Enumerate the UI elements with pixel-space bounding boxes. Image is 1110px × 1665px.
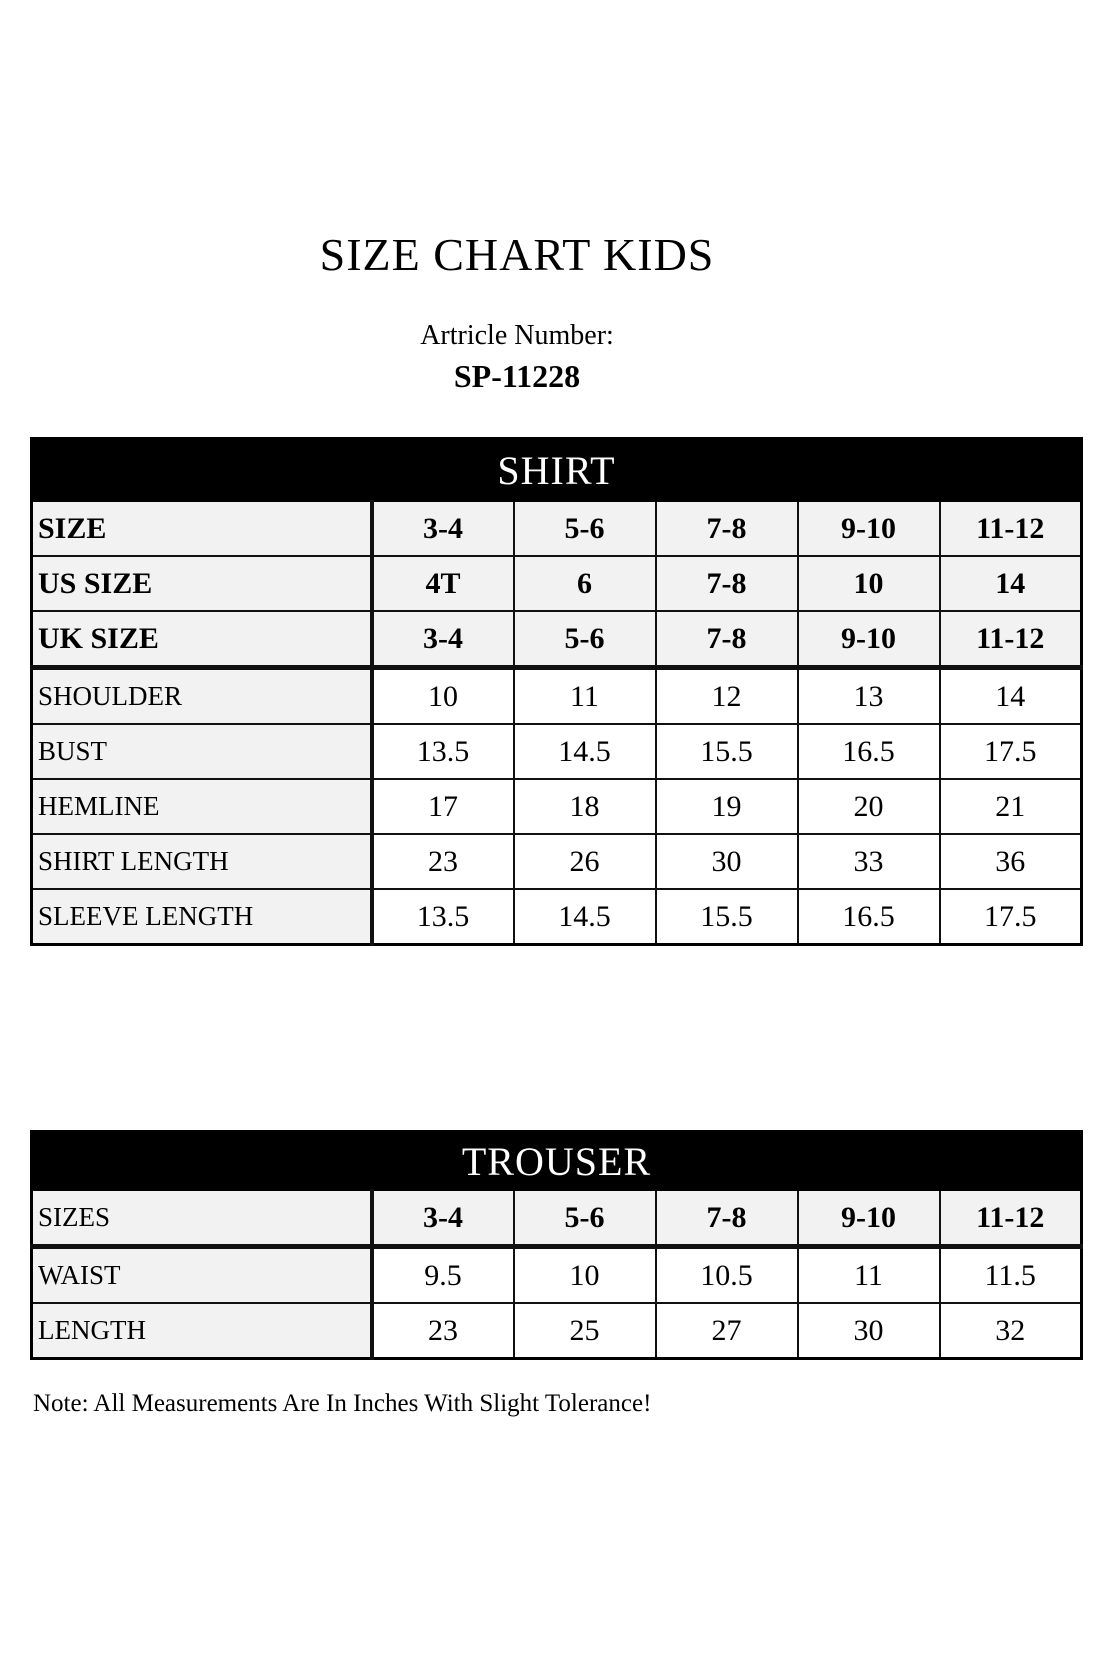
shirt-table-header-row xyxy=(32,439,1082,502)
measurement-cell: 17.5 xyxy=(940,889,1082,945)
size-cell: 7-8 xyxy=(656,1190,798,1247)
table-row-uk-size xyxy=(32,611,1082,668)
measurement-cell: 15.5 xyxy=(656,889,798,945)
size-cell: 7-8 xyxy=(656,611,798,668)
size-cell: 9-10 xyxy=(798,1190,940,1247)
table-row-us-size xyxy=(32,556,1082,611)
page-title: SIZE CHART KIDS xyxy=(319,229,715,280)
article-number-value: SP-11228 xyxy=(453,358,581,394)
size-cell: 3-4 xyxy=(372,501,514,556)
measurement-cell: 11.5 xyxy=(940,1247,1082,1304)
measurement-cell: 14.5 xyxy=(514,889,656,945)
shirt-table-title: SHIRT xyxy=(32,439,1082,502)
measurement-cell: 11 xyxy=(514,668,656,725)
measurement-cell: 18 xyxy=(514,779,656,834)
measurement-cell: 32 xyxy=(940,1303,1082,1359)
measurement-cell: 11 xyxy=(798,1247,940,1304)
measurement-cell: 14 xyxy=(940,668,1082,725)
measurement-cell: 23 xyxy=(372,1303,514,1359)
row-label: US SIZE xyxy=(32,556,372,611)
measurement-cell: 20 xyxy=(798,779,940,834)
size-cell: 3-4 xyxy=(372,1190,514,1247)
size-cell: 14 xyxy=(940,556,1082,611)
measurement-cell: 16.5 xyxy=(798,889,940,945)
measurement-cell: 23 xyxy=(372,834,514,889)
table-row-shirt-length xyxy=(32,834,1082,889)
size-cell: 6 xyxy=(514,556,656,611)
size-cell: 10 xyxy=(798,556,940,611)
size-cell: 5-6 xyxy=(514,1190,656,1247)
measurement-cell: 13 xyxy=(798,668,940,725)
table-row-hemline xyxy=(32,779,1082,834)
measurement-cell: 30 xyxy=(798,1303,940,1359)
measurement-cell: 17 xyxy=(372,779,514,834)
measurement-cell: 10.5 xyxy=(656,1247,798,1304)
table-row-sizes xyxy=(32,1190,1082,1247)
row-label: SHIRT LENGTH xyxy=(32,834,372,889)
table-row-sleeve-length xyxy=(32,889,1082,945)
trouser-table-title: TROUSER xyxy=(32,1132,1082,1191)
measurement-cell: 14.5 xyxy=(514,724,656,779)
measurement-cell: 10 xyxy=(372,668,514,725)
row-label: WAIST xyxy=(32,1247,372,1304)
trouser-size-table xyxy=(30,1130,1083,1360)
measurement-cell: 13.5 xyxy=(372,889,514,945)
size-cell: 9-10 xyxy=(798,611,940,668)
measurement-cell: 19 xyxy=(656,779,798,834)
row-label: SLEEVE LENGTH xyxy=(32,889,372,945)
table-row-shoulder xyxy=(32,668,1082,725)
size-cell: 5-6 xyxy=(514,611,656,668)
measurement-cell: 9.5 xyxy=(372,1247,514,1304)
measurement-cell: 13.5 xyxy=(372,724,514,779)
table-row-waist xyxy=(32,1247,1082,1304)
measurement-cell: 21 xyxy=(940,779,1082,834)
row-label: SHOULDER xyxy=(32,668,372,725)
measurement-cell: 26 xyxy=(514,834,656,889)
article-number-label: Artricle Number: xyxy=(420,320,614,351)
size-cell: 7-8 xyxy=(656,501,798,556)
size-cell: 9-10 xyxy=(798,501,940,556)
size-cell: 11-12 xyxy=(940,1190,1082,1247)
row-label: LENGTH xyxy=(32,1303,372,1359)
measurement-cell: 10 xyxy=(514,1247,656,1304)
size-cell: 11-12 xyxy=(940,611,1082,668)
measurement-cell: 36 xyxy=(940,834,1082,889)
measurement-cell: 17.5 xyxy=(940,724,1082,779)
measurement-cell: 25 xyxy=(514,1303,656,1359)
table-row-length xyxy=(32,1303,1082,1359)
row-label: BUST xyxy=(32,724,372,779)
measurement-cell: 30 xyxy=(656,834,798,889)
row-label: SIZES xyxy=(32,1190,372,1247)
measurement-note: Note: All Measurements Are In Inches With Slight Tolerance! xyxy=(33,1390,652,1417)
row-label: SIZE xyxy=(32,501,372,556)
trouser-table-header-row xyxy=(32,1132,1082,1191)
size-cell: 11-12 xyxy=(940,501,1082,556)
measurement-cell: 33 xyxy=(798,834,940,889)
row-label: UK SIZE xyxy=(32,611,372,668)
size-cell: 7-8 xyxy=(656,556,798,611)
size-cell: 3-4 xyxy=(372,611,514,668)
measurement-cell: 12 xyxy=(656,668,798,725)
row-label: HEMLINE xyxy=(32,779,372,834)
measurement-cell: 27 xyxy=(656,1303,798,1359)
measurement-cell: 15.5 xyxy=(656,724,798,779)
table-row-bust xyxy=(32,724,1082,779)
size-cell: 5-6 xyxy=(514,501,656,556)
measurement-cell: 16.5 xyxy=(798,724,940,779)
table-row-size xyxy=(32,501,1082,556)
size-cell: 4T xyxy=(372,556,514,611)
shirt-size-table xyxy=(30,437,1083,946)
